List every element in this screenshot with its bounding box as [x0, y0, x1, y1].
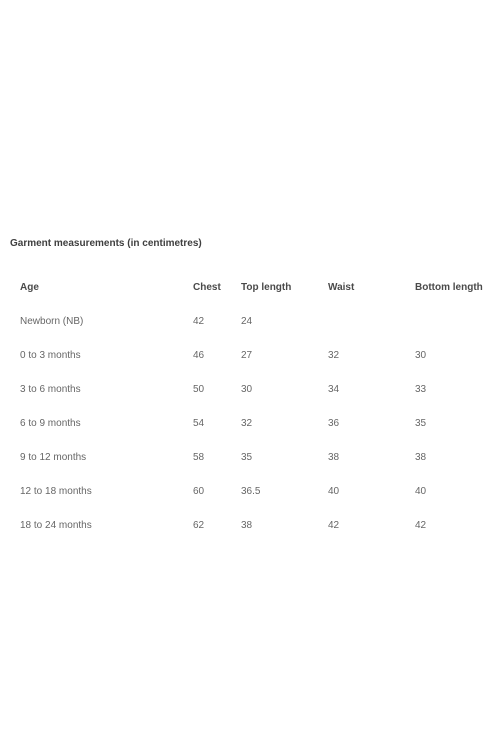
table-row	[10, 475, 490, 509]
cell-waist: 32	[328, 350, 340, 361]
header-bottom-length: Bottom length	[415, 282, 483, 293]
header-waist: Waist	[328, 282, 355, 293]
cell-bottom-length: 35	[415, 418, 427, 429]
cell-age: 0 to 3 months	[20, 350, 81, 361]
cell-waist: 34	[328, 384, 340, 395]
table-row	[10, 407, 490, 441]
cell-bottom-length: 30	[415, 350, 427, 361]
cell-age: Newborn (NB)	[20, 316, 84, 327]
cell-waist	[328, 305, 415, 339]
cell-chest: 58	[193, 452, 205, 463]
cell-age: 9 to 12 months	[20, 452, 87, 463]
cell-chest: 62	[193, 520, 205, 531]
header-chest: Chest	[193, 282, 221, 293]
cell-waist: 40	[328, 486, 340, 497]
cell-waist: 42	[328, 520, 340, 531]
cell-chest: 54	[193, 418, 205, 429]
cell-top-length: 24	[241, 316, 253, 327]
table-row	[10, 441, 490, 475]
table-row	[10, 373, 490, 407]
cell-chest: 42	[193, 316, 205, 327]
cell-top-length: 36.5	[241, 486, 261, 497]
cell-waist: 38	[328, 452, 340, 463]
cell-age: 18 to 24 months	[20, 520, 92, 531]
measurements-table	[10, 271, 490, 543]
cell-chest: 46	[193, 350, 205, 361]
size-guide	[10, 237, 490, 543]
table-row	[10, 509, 490, 543]
header-top-length: Top length	[241, 282, 292, 293]
cell-age: 3 to 6 months	[20, 384, 81, 395]
cell-top-length: 30	[241, 384, 253, 395]
cell-chest: 50	[193, 384, 205, 395]
cell-age: 6 to 9 months	[20, 418, 81, 429]
table-row	[10, 339, 490, 373]
cell-bottom-length: 33	[415, 384, 427, 395]
cell-top-length: 32	[241, 418, 253, 429]
cell-age: 12 to 18 months	[20, 486, 92, 497]
header-age: Age	[20, 282, 39, 293]
guide-title: Garment measurements (in centimetres)	[10, 238, 202, 249]
cell-bottom-length	[415, 305, 490, 339]
cell-waist: 36	[328, 418, 340, 429]
table-header-row	[10, 271, 490, 305]
cell-bottom-length: 42	[415, 520, 427, 531]
cell-bottom-length: 40	[415, 486, 427, 497]
table-row	[10, 305, 490, 339]
cell-top-length: 38	[241, 520, 253, 531]
cell-top-length: 27	[241, 350, 253, 361]
cell-chest: 60	[193, 486, 205, 497]
cell-bottom-length: 38	[415, 452, 427, 463]
cell-top-length: 35	[241, 452, 253, 463]
